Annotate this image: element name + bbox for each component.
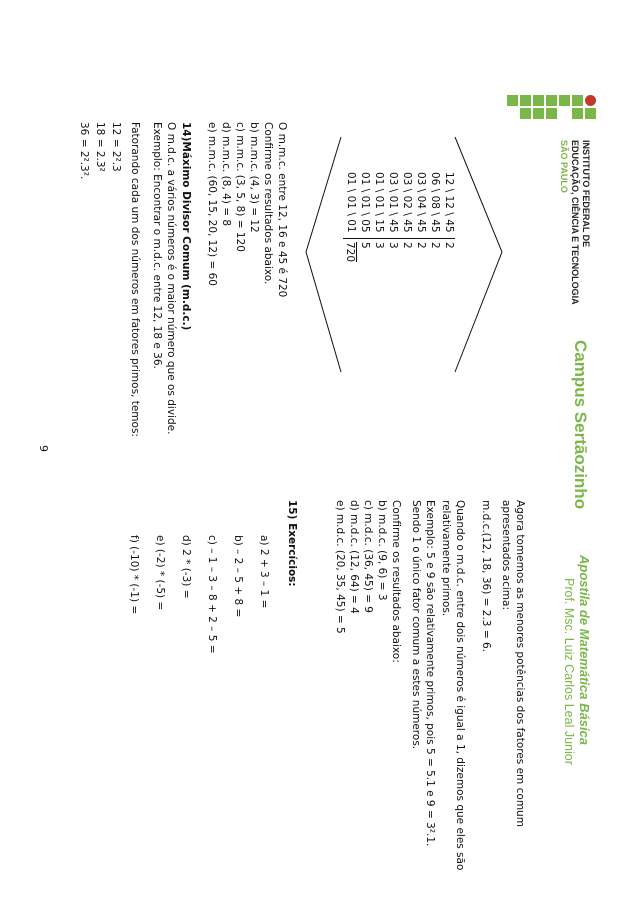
author-name: Prof. Msc. Luiz Carlos Leal Junior — [562, 578, 576, 765]
campus-name: Campus Sertãozinho — [571, 340, 590, 510]
factor-row: 01 \ 01 \ 01 720 — [344, 172, 357, 263]
factor-row: 03 \ 01 \ 45 3 — [387, 172, 399, 249]
exercise-item: d) 2 * (-3) = — [180, 535, 192, 599]
section-14-title: 14)Máximo Divisor Comum (m.d.c.) — [180, 122, 192, 331]
top-brace — [450, 132, 510, 382]
factor-row: 01 \ 01 \ 05 5 — [359, 172, 371, 249]
mdc-item: d) m.d.c. (12, 64) = 4 — [348, 500, 360, 614]
paragraph-line: apresentados acima: — [500, 500, 512, 611]
mdc-item: e) m.d.c. (20, 35, 45) = 5 — [334, 500, 346, 634]
institute-name: INSTITUTO FEDERAL DE EDUCAÇÃO, CIÊNCIA E TECNOLOGIA SÃO PAULO — [559, 140, 591, 305]
exercise-item: a) 2 + 3 – 1 = — [258, 535, 270, 609]
paragraph-line: Quando o m.d.c. entre dois números é igual a 1, dizemos que eles são — [454, 500, 466, 871]
factorization: 36 = 2².3². — [78, 122, 90, 180]
paragraph-line: Exemplo: 5 e 9 são relativamente primos, pois 5 = 5.1 e 9 = 3².1. — [424, 500, 436, 847]
exercise-item: b) – 2 – 5 + 8 = — [232, 535, 244, 618]
paragraph-line: Agora tomemos as menores potências dos fatores em comum — [514, 500, 526, 827]
mmc-item: d) m.m.c. (8, 4) = 8 — [220, 122, 232, 227]
factor-row: 12 \ 12 \ 45 2 — [443, 172, 455, 249]
factorization: 18 = 2.3² — [94, 122, 106, 172]
mmc-result: O m.m.c. entre 12, 16 e 45 é 720 — [276, 122, 288, 298]
factorization: 12 = 2².3 — [110, 122, 122, 172]
section-14-example: Exemplo: Encontrar o m.d.c. entre 12, 18 e 36. — [151, 122, 163, 369]
factoring-intro: Fatorando cada um dos números em fatores primos, temos: — [129, 122, 141, 437]
mmc-item: c) m.m.c. (3, 5, 8) = 120 — [234, 122, 246, 252]
mdc-result: m.d.c.(12, 18, 36) = 2.3 = 6. — [480, 500, 492, 652]
paragraph-line: relativamente primos. — [440, 500, 452, 617]
bottom-brace — [296, 132, 346, 382]
factor-row: 03 \ 02 \ 45 2 — [401, 172, 413, 249]
paragraph-line: Sendo 1 o único fator comum a estes números. — [410, 500, 422, 750]
exercise-item: c) – 1 – 3 – 8 + 2 – 5 = — [206, 535, 218, 654]
section-14-definition: O m.d.c. a vários números é o maior número que os divide. — [165, 122, 177, 435]
factor-table — [343, 172, 455, 392]
factor-row: 06 \ 08 \ 45 2 — [429, 172, 441, 249]
factor-divider — [343, 238, 455, 239]
institute-logo — [504, 95, 596, 121]
mmc-item: e) m.m.c. (60, 15, 20, 12) = 60 — [206, 122, 218, 286]
mdc-confirm: Confirme os resultados abaixo: — [390, 500, 402, 663]
exercise-item: f) (-10) * (-1) = — [128, 535, 140, 615]
mmc-confirm: Confirme os resultados abaixo. — [262, 122, 274, 285]
factor-row: 03 \ 04 \ 45 2 — [415, 172, 427, 249]
factor-row: 01 \ 01 \ 15 3 — [373, 172, 385, 249]
exercise-item: e) (-2) * (-5) = — [154, 535, 166, 611]
mdc-item: b) m.d.c. (9, 6) = 3 — [376, 500, 388, 601]
document-title: Apostila de Matemática Básica — [577, 555, 592, 746]
logo-red-dot — [585, 95, 596, 106]
page-number: 9 — [37, 445, 50, 452]
mmc-item: b) m.m.c. (4, 3) = 12 — [248, 122, 260, 233]
section-15-title: 15) Exercícios: — [286, 500, 298, 587]
mdc-item: c) m.d.c. (36, 45) = 9 — [362, 500, 374, 613]
